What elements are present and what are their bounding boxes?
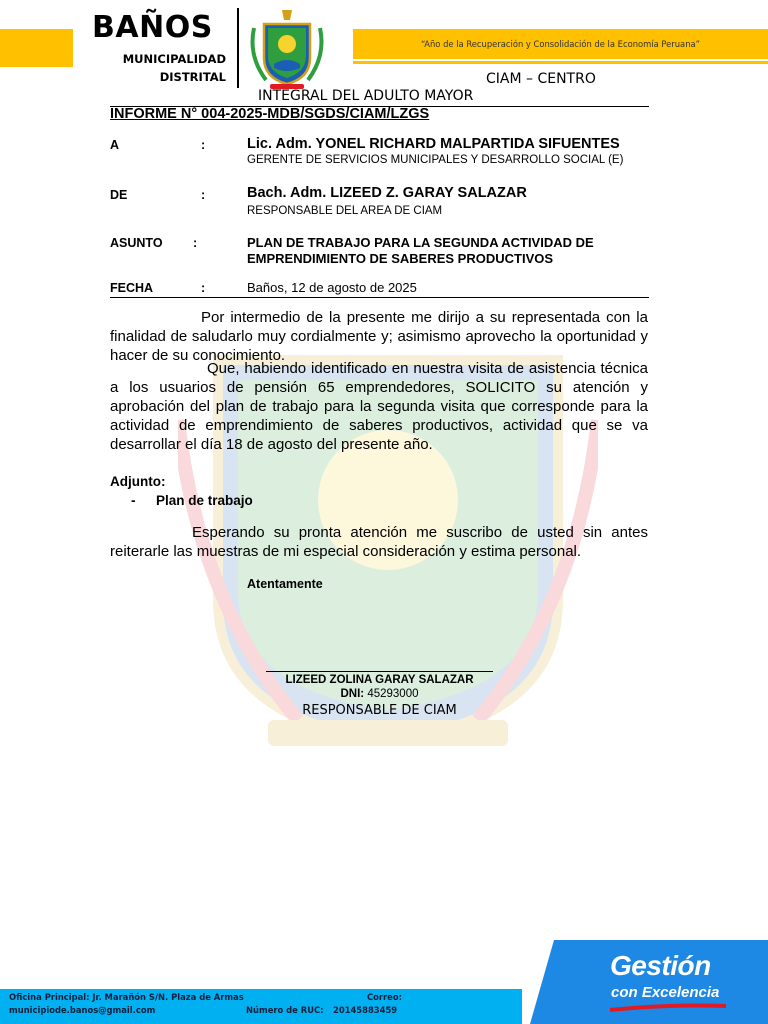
brand-subtitle-municipalidad: MUNICIPALIDAD (122, 52, 226, 66)
to-role: GERENTE DE SERVICIOS MUNICIPALES Y DESARROLLO SOCIAL (E) (247, 154, 624, 166)
closing-salutation: Atentamente (247, 577, 323, 591)
header-left-band (0, 29, 73, 67)
from-label: DE (110, 188, 128, 202)
from-role: RESPONSABLE DEL AREA DE CIAM (247, 205, 443, 217)
brand-name: BAÑOS (92, 10, 213, 45)
brand-subtitle-distrital: DISTRITAL (159, 70, 226, 84)
attachment-bullet: - (131, 493, 136, 508)
signature-role: RESPONSABLE DE CIAM (302, 703, 457, 718)
footer-email: municipiode.banos@gmail.com (9, 1005, 156, 1015)
ciam-title-line2: INTEGRAL DEL ADULTO MAYOR (258, 88, 474, 104)
paragraph-request: Que, habiendo identificado en nuestra visita de asistencia técnica a los usuarios de pensión 65 emprendedores, SOLICITO su atención y aprobación del plan de trabajo para la segunda visita que corresponde para la actividad de emprendimiento de saberes productivos, actividad que se va desarrollar el día 18 de agosto del presente año. (110, 360, 648, 453)
report-number: INFORME N° 004-2025-MDB/SGDS/CIAM/LZGS (110, 106, 430, 122)
attachment-label: Adjunto: (110, 474, 166, 489)
date-label: FECHA (110, 281, 154, 295)
year-slogan: “Año de la Recuperación y Consolidación de la Economía Peruana” (421, 39, 700, 49)
subject-text: PLAN DE TRABAJO PARA LA SEGUNDA ACTIVIDAD DE EMPRENDIMIENTO DE SABERES PRODUCTIVOS (247, 235, 594, 266)
header-right-line (353, 61, 768, 64)
date-colon: : (201, 281, 206, 295)
date-value: Baños, 12 de agosto de 2025 (247, 280, 417, 295)
to-label: A (110, 138, 120, 152)
from-colon: : (201, 188, 206, 202)
municipal-crest-icon (244, 6, 330, 90)
footer-office: Oficina Principal: Jr. Marañón S/N. Plaza de Armas (9, 992, 244, 1002)
badge-subtitle: con Excelencia (611, 984, 720, 1001)
badge-title: Gestión (610, 950, 711, 981)
signature-name: LIZEED ZOLINA GARAY SALAZAR (285, 674, 474, 686)
from-name: Bach. Adm. LIZEED Z. GARAY SALAZAR (247, 185, 527, 201)
footer-ruc-label: Número de RUC: (246, 1005, 324, 1015)
date-rule (110, 297, 649, 298)
footer-mail-label: Correo: (367, 992, 402, 1002)
attachment-item: Plan de trabajo (156, 493, 253, 508)
dni-value: 45293000 (367, 688, 419, 700)
subject-colon: : (193, 236, 198, 250)
paragraph-intro: Por intermedio de la presente me dirijo a su representada con la finalidad de saludarlo muy cordialmente y; asimismo aprovecho la oportunidad y hacer de su conocimiento. (110, 309, 648, 364)
subject-label: ASUNTO (110, 236, 163, 250)
ciam-title-line1: CIAM – CENTRO (486, 71, 596, 87)
signature-dni (266, 688, 493, 700)
to-colon: : (201, 138, 206, 152)
signature-line (266, 671, 493, 672)
footer-ruc-value: 20145883459 (333, 1005, 398, 1015)
brand-divider (237, 8, 239, 88)
dni-label: DNI: (340, 688, 365, 700)
paragraph-closing: Esperando su pronta atención me suscribo de usted sin antes reiterarle las muestras de mi especial consideración y estima personal. (110, 524, 648, 560)
to-name: Lic. Adm. YONEL RICHARD MALPARTIDA SIFUENTES (247, 136, 620, 152)
